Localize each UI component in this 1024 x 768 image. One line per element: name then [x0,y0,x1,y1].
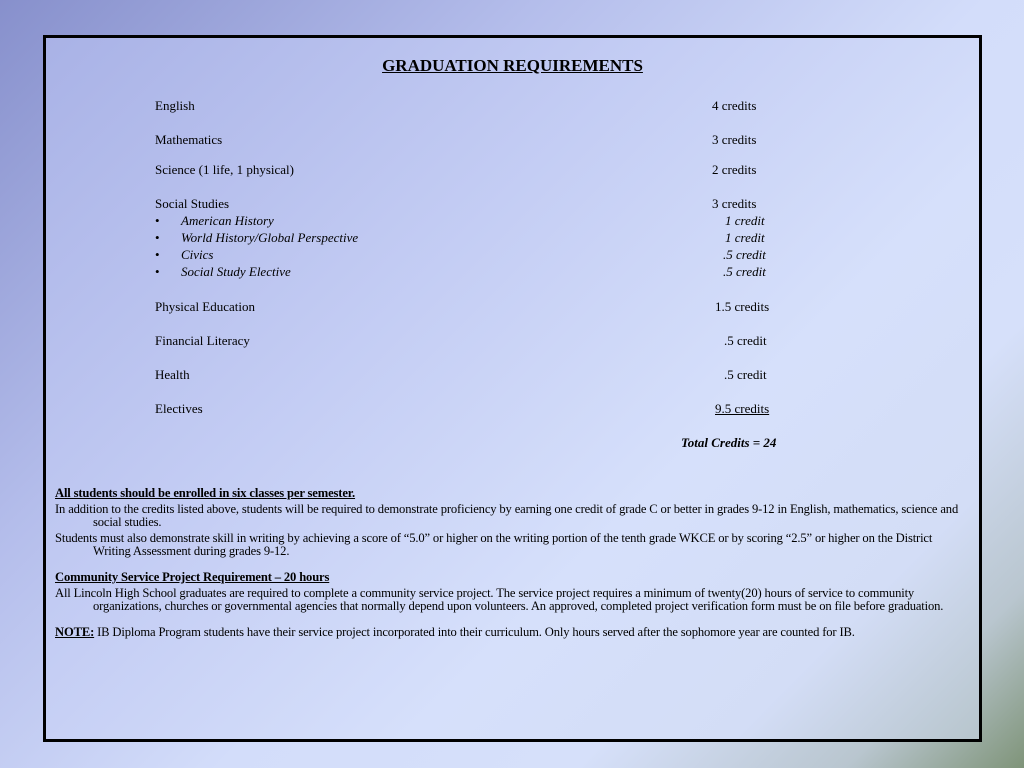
ss-item-elective: Social Study Elective [181,264,291,279]
credits-pe: 1.5 credits [715,299,770,314]
credits-social-studies: 3 credits [712,196,757,211]
proficiency-text: In addition to the credits listed above, students will be required to demonstrate proficiency by earning one credit of grade C or better in grades 9-12 in English, mathematics, science and social studies. [55,502,959,529]
credits-english: 4 credits [712,98,757,113]
ss-item-credits: .5 credit [723,264,766,279]
subject-financial-literacy: Financial Literacy [155,333,250,348]
credits-electives: 9.5 credits [715,401,770,416]
requirements-document [43,35,982,742]
page-title: GRADUATION REQUIREMENTS [382,56,643,75]
note-text: IB Diploma Program students have their service project incorporated into their curriculum. Only hours served after the sophomore year are counted for IB. [94,625,855,639]
credits-financial-literacy: .5 credit [724,333,767,348]
ss-item-civics: Civics [181,247,214,262]
subject-english: English [155,98,195,113]
ss-item-credits: .5 credit [723,247,766,262]
requirements-notes [55,487,970,642]
service-heading: Community Service Project Requirement – 20 hours [55,570,330,584]
note-paragraph [55,626,970,639]
enrollment-heading: All students should be enrolled in six classes per semester. [55,486,356,500]
subject-electives: Electives [155,401,203,416]
bullet: • [155,230,160,245]
bullet: • [155,247,160,262]
subject-health: Health [155,367,190,382]
bullet: • [155,213,160,228]
writing-text: Students must also demonstrate skill in writing by achieving a score of “5.0” or higher on the writing portion of the tenth grade WKCE or by scoring “2.5” or higher on the District Writing Assessment during grades 9-12. [55,531,933,558]
subject-science: Science (1 life, 1 physical) [155,162,294,177]
ss-item-credits: 1 credit [725,230,765,245]
total-credits: Total Credits = 24 [681,435,777,450]
bullet: • [155,264,160,279]
subject-math: Mathematics [155,132,223,147]
service-text: All Lincoln High School graduates are required to complete a community service project. The service project requires a minimum of twenty(20) hours of service to community organizations, churches or governmental agencies that normally depend upon volunteers. An approved, completed project verification form must be on file before graduation. [55,586,944,613]
ss-item-world-history: World History/Global Perspective [181,230,359,245]
credits-science: 2 credits [712,162,757,177]
ss-item-american-history: American History [181,213,274,228]
note-label: NOTE: [55,625,95,639]
credits-math: 3 credits [712,132,757,147]
subject-social-studies: Social Studies [155,196,230,211]
credits-health: .5 credit [724,367,767,382]
subject-pe: Physical Education [155,299,256,314]
ss-item-credits: 1 credit [725,213,765,228]
